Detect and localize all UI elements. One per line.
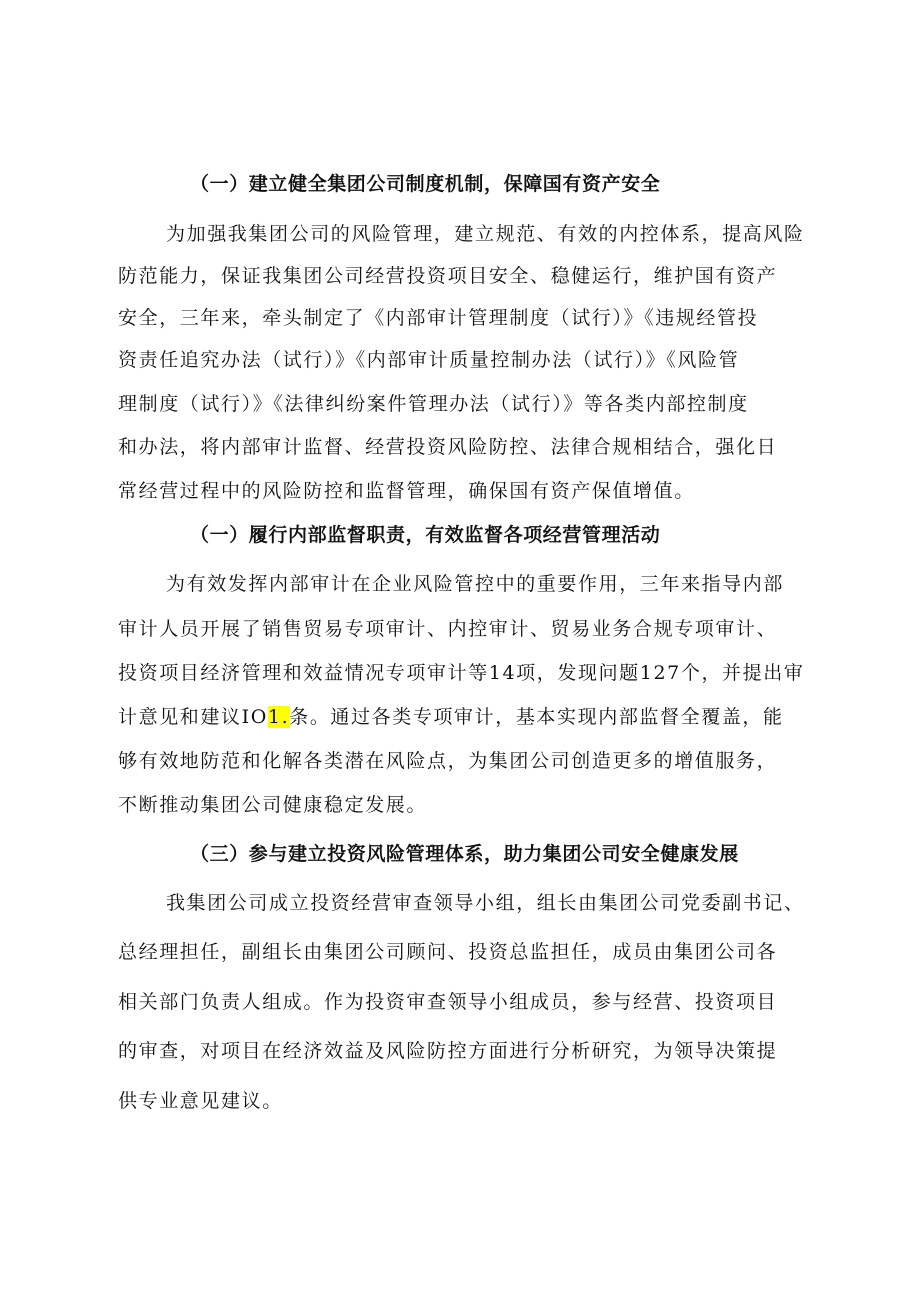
- paragraph-line: 为加强我集团公司的风险管理，建立规范、有效的内控体系，提高风险: [166, 223, 805, 245]
- line-text: 计意见和建议IO: [118, 706, 268, 728]
- paragraph-line: 和办法，将内部审计监督、经营投资风险防控、法律合规相结合，强化日: [118, 436, 778, 458]
- section-heading-1: （一）建立健全集团公司制度机制，保障国有资产安全: [190, 173, 661, 195]
- paragraph-line: 审计人员开展了销售贸易专项审计、内控审计、贸易业务合规专项审计、: [118, 618, 778, 640]
- paragraph-line: 防范能力，保证我集团公司经营投资项目安全、稳健运行，维护国有资产: [118, 265, 778, 287]
- paragraph-line: 相关部门负责人组成。作为投资审查领导小组成员，参与经营、投资项目: [118, 991, 778, 1013]
- line-text: 条。通过各类专项审计，基本实现内部监督全覆盖，能: [289, 706, 784, 728]
- paragraph-line: 理制度（试行）》《法律纠纷案件管理办法（试行）》等各类内部控制度: [118, 393, 749, 415]
- highlighted-text: 1.: [267, 706, 290, 728]
- paragraph-line: 我集团公司成立投资经营审查领导小组，组长由集团公司党委副书记、: [166, 892, 805, 914]
- paragraph-line: 常经营过程中的风险防控和监督管理，确保国有资产保值增值。: [118, 480, 695, 502]
- section-heading-3: （三）参与建立投资风险管理体系，助力集团公司安全健康发展: [190, 843, 739, 865]
- paragraph-line: 的审查，对项目在经济效益及风险防控方面进行分析研究，为领导决策提: [118, 1040, 778, 1062]
- paragraph-line: 安全，三年来，牵头制定了《内部审计管理制度（试行）》《违规经管投: [118, 307, 759, 329]
- paragraph-line: 资责任追究办法（试行）》《内部审计质量控制办法（试行）》《风险管: [118, 349, 740, 371]
- paragraph-line: 供专业意见建议。: [118, 1090, 283, 1112]
- paragraph-line: 不断推动集团公司健康稳定发展。: [118, 794, 428, 816]
- paragraph-line: 为有效发挥内部审计在企业风险管控中的重要作用，三年来指导内部: [166, 573, 785, 595]
- section-heading-2: （一）履行内部监督职责，有效监督各项经营管理活动: [190, 524, 661, 546]
- paragraph-line: [118, 705, 784, 729]
- paragraph-line: 投资项目经济管理和效益情况专项审计等14项，发现问题127个，并提出审: [118, 662, 805, 684]
- paragraph-line: 总经理担任，副组长由集团公司顾问、投资总监担任，成员由集团公司各: [118, 941, 778, 963]
- paragraph-line: 够有效地防范和化解各类潜在风险点，为集团公司创造更多的增值服务，: [118, 750, 778, 772]
